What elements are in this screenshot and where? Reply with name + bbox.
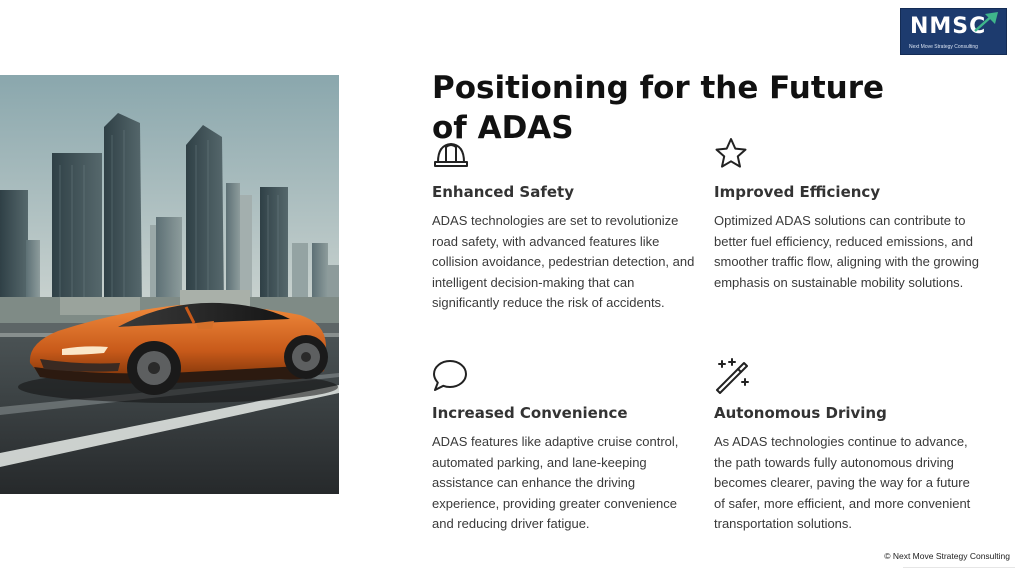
logo-subtitle: Next Move Strategy Consulting <box>909 44 978 50</box>
feature-card-increased-convenience <box>432 357 702 535</box>
card-body: As ADAS technologies continue to advance, the path towards fully autonomous driving becomes clearer, paving the way for a future of safer, more efficient, and more convenient transportation solutions. <box>714 434 971 531</box>
hard-hat-icon <box>432 136 470 174</box>
feature-card-autonomous-driving <box>714 357 984 535</box>
card-title: Enhanced Safety <box>432 183 575 201</box>
car-city-photo <box>0 75 339 494</box>
copyright-text: © Next Move Strategy Consulting <box>884 551 1010 561</box>
star-icon <box>714 136 752 174</box>
company-logo <box>900 8 1007 55</box>
chat-bubble-icon <box>432 357 470 395</box>
card-body: Optimized ADAS solutions can contribute to better fuel efficiency, reduced emissions, and smoother traffic flow, aligning with the growing emphasis on sustainable mobility solutions. <box>714 213 979 290</box>
logo-text: NMSC <box>910 14 987 39</box>
card-title: Improved Efficiency <box>714 183 881 201</box>
page-title: Positioning for the Future of ADAS <box>432 70 885 146</box>
card-title: Autonomous Driving <box>714 404 887 422</box>
card-title: Increased Convenience <box>432 404 628 422</box>
card-body: ADAS technologies are set to revolutionize road safety, with advanced features like collision avoidance, pedestrian detection, and intelligent decision-making that can significantly reduce the risk of accidents. <box>432 213 695 310</box>
magic-wand-icon <box>714 357 752 395</box>
card-body: ADAS features like adaptive cruise control, automated parking, and lane-keeping assistance can enhance the driving experience, providing greater convenience and reducing driver fatigue. <box>432 434 679 531</box>
logo-arrow-icon <box>971 11 1001 33</box>
feature-card-enhanced-safety <box>432 136 702 314</box>
footer-divider <box>903 567 1015 568</box>
feature-card-improved-efficiency <box>714 136 984 293</box>
